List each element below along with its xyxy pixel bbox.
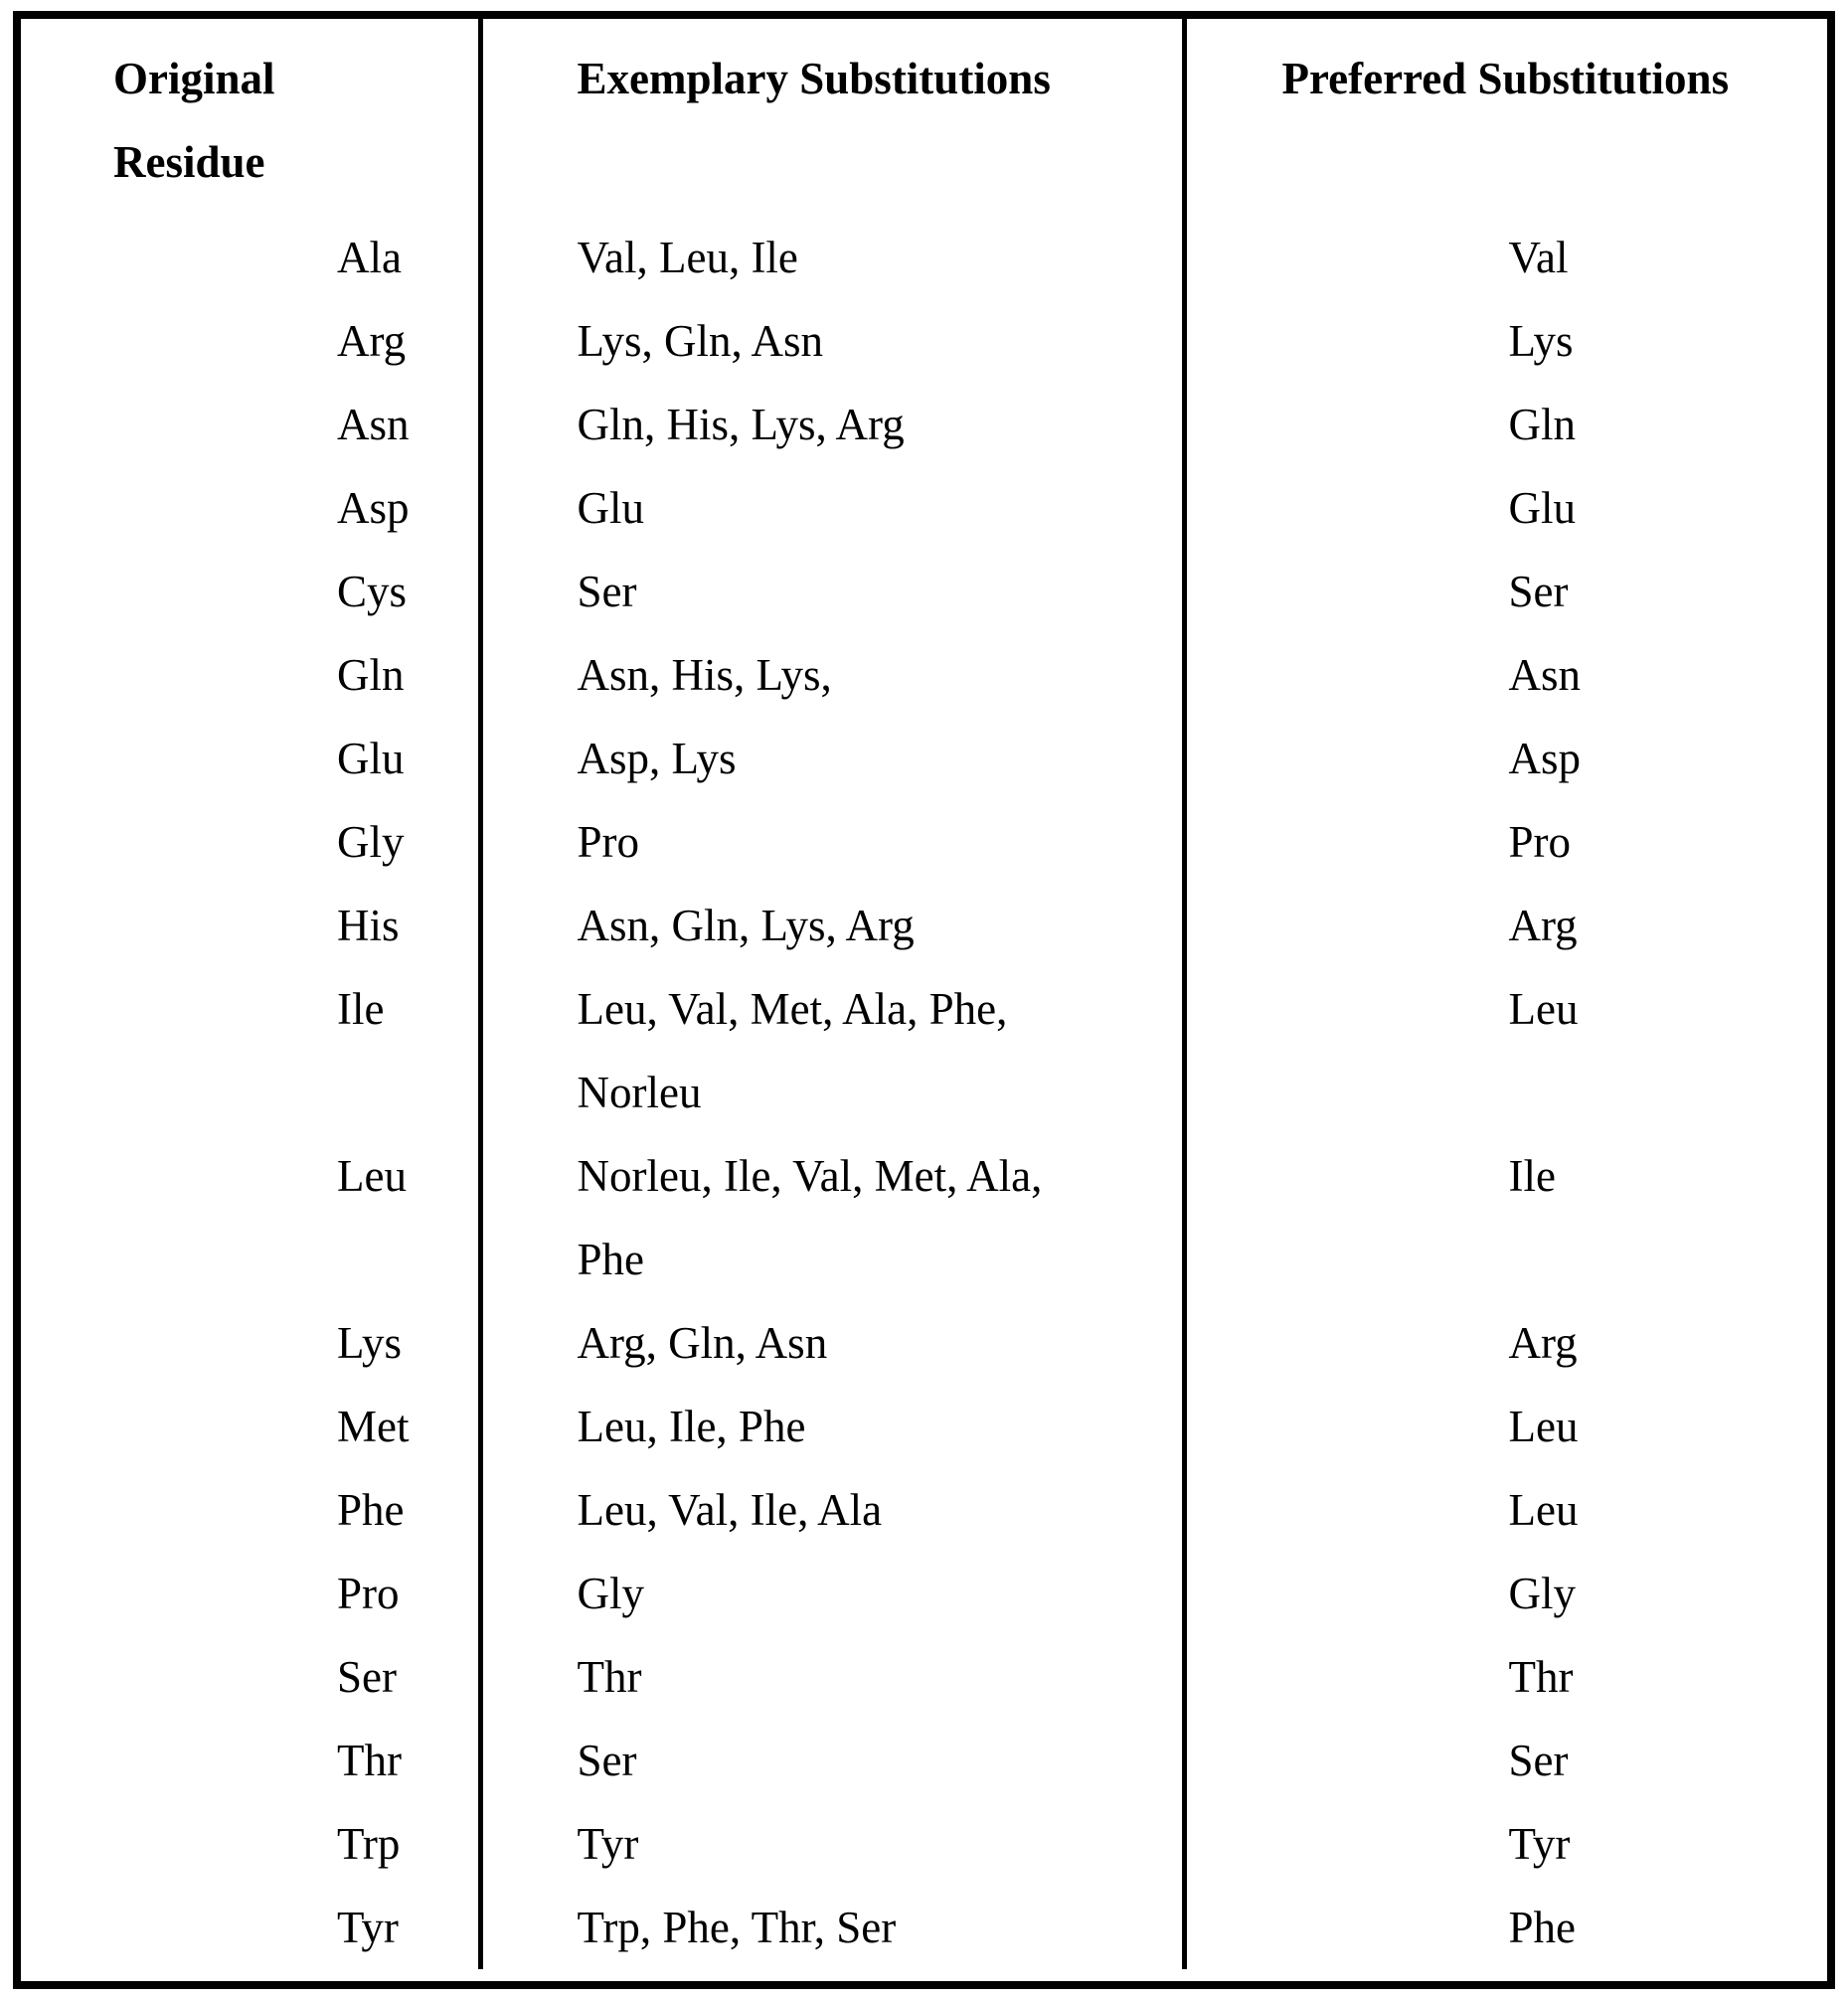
cell-exemplary: Trp, Phe, Thr, Ser bbox=[480, 1886, 1184, 1969]
table-row bbox=[21, 1468, 1827, 1552]
cell-residue: Met bbox=[337, 1402, 410, 1451]
cell-exemplary: Leu, Val, Ile, Ala bbox=[480, 1468, 1184, 1552]
cell-preferred: Gly bbox=[1508, 1569, 1576, 1618]
cell-residue: Gln bbox=[337, 650, 405, 700]
table-row bbox=[21, 550, 1827, 633]
col-header-exemplary-substitutions: Exemplary Substitutions bbox=[480, 19, 1184, 216]
table-row bbox=[21, 466, 1827, 550]
cell-preferred: Arg bbox=[1508, 1318, 1578, 1368]
cell-residue: Glu bbox=[337, 734, 405, 783]
cell-exemplary: Asp, Lys bbox=[480, 717, 1184, 800]
cell-preferred: Val bbox=[1508, 233, 1569, 282]
cell-preferred: Arg bbox=[1508, 901, 1578, 950]
cell-residue: Thr bbox=[337, 1736, 402, 1785]
cell-exemplary: Norleu, Ile, Val, Met, Ala, Phe bbox=[480, 1134, 1184, 1301]
cell-exemplary: Thr bbox=[480, 1635, 1184, 1719]
cell-exemplary: Tyr bbox=[480, 1802, 1184, 1886]
table-row bbox=[21, 383, 1827, 466]
cell-preferred: Thr bbox=[1508, 1652, 1574, 1702]
table-body bbox=[21, 216, 1827, 1969]
table-row bbox=[21, 216, 1827, 299]
table-row bbox=[21, 800, 1827, 884]
document-page bbox=[13, 11, 1835, 1989]
cell-residue: Trp bbox=[337, 1819, 401, 1869]
cell-residue: Asn bbox=[337, 400, 410, 449]
cell-exemplary: Leu, Val, Met, Ala, Phe, Norleu bbox=[480, 967, 1184, 1134]
cell-residue: Phe bbox=[337, 1485, 405, 1535]
cell-residue: Tyr bbox=[337, 1903, 399, 1952]
cell-exemplary: Pro bbox=[480, 800, 1184, 884]
table-row bbox=[21, 633, 1827, 717]
cell-preferred: Pro bbox=[1508, 817, 1572, 867]
table-row bbox=[21, 1385, 1827, 1468]
cell-exemplary: Lys, Gln, Asn bbox=[480, 299, 1184, 383]
table-row bbox=[21, 967, 1827, 1134]
cell-exemplary: Asn, His, Lys, bbox=[480, 633, 1184, 717]
table-row bbox=[21, 1719, 1827, 1802]
cell-residue: Arg bbox=[337, 316, 407, 366]
cell-preferred: Phe bbox=[1508, 1903, 1576, 1952]
cell-preferred: Leu bbox=[1508, 1485, 1579, 1535]
table-row bbox=[21, 717, 1827, 800]
cell-preferred: Lys bbox=[1508, 316, 1574, 366]
col-header-preferred-substitutions: Preferred Substitutions bbox=[1281, 54, 1730, 103]
cell-residue: Cys bbox=[337, 567, 408, 616]
cell-preferred: Glu bbox=[1508, 483, 1576, 533]
table-row bbox=[21, 1635, 1827, 1719]
table-row bbox=[21, 1301, 1827, 1385]
cell-residue: Ser bbox=[337, 1652, 397, 1702]
cell-preferred: Asn bbox=[1508, 650, 1582, 700]
cell-exemplary: Asn, Gln, Lys, Arg bbox=[480, 884, 1184, 967]
cell-preferred: Leu bbox=[1508, 1402, 1579, 1451]
cell-preferred: Leu bbox=[1508, 984, 1579, 1034]
cell-preferred: Gln bbox=[1508, 400, 1576, 449]
cell-exemplary: Gln, His, Lys, Arg bbox=[480, 383, 1184, 466]
table-row bbox=[21, 1552, 1827, 1635]
cell-preferred: Ser bbox=[1508, 1736, 1569, 1785]
cell-exemplary: Ser bbox=[480, 550, 1184, 633]
cell-residue: Leu bbox=[337, 1151, 407, 1201]
table-row bbox=[21, 1886, 1827, 1969]
cell-residue: Gly bbox=[337, 817, 405, 867]
col-header-original-residue: Original Residue bbox=[113, 54, 275, 187]
cell-preferred: Asp bbox=[1508, 734, 1582, 783]
cell-preferred: Ser bbox=[1508, 567, 1569, 616]
table-row bbox=[21, 1802, 1827, 1886]
cell-preferred: Tyr bbox=[1508, 1819, 1571, 1869]
cell-preferred: Ile bbox=[1508, 1151, 1556, 1201]
table-row bbox=[21, 299, 1827, 383]
table-row bbox=[21, 884, 1827, 967]
cell-exemplary: Arg, Gln, Asn bbox=[480, 1301, 1184, 1385]
cell-residue: Asp bbox=[337, 483, 410, 533]
cell-exemplary: Gly bbox=[480, 1552, 1184, 1635]
cell-exemplary: Ser bbox=[480, 1719, 1184, 1802]
table-row bbox=[21, 1134, 1827, 1301]
cell-residue: Pro bbox=[337, 1569, 400, 1618]
cell-residue: Ile bbox=[337, 984, 385, 1034]
substitution-table bbox=[21, 19, 1827, 1969]
cell-residue: His bbox=[337, 901, 400, 950]
cell-exemplary: Leu, Ile, Phe bbox=[480, 1385, 1184, 1468]
cell-residue: Ala bbox=[337, 233, 402, 282]
cell-exemplary: Glu bbox=[480, 466, 1184, 550]
cell-exemplary: Val, Leu, Ile bbox=[480, 216, 1184, 299]
header-row bbox=[21, 19, 1827, 216]
cell-residue: Lys bbox=[337, 1318, 403, 1368]
